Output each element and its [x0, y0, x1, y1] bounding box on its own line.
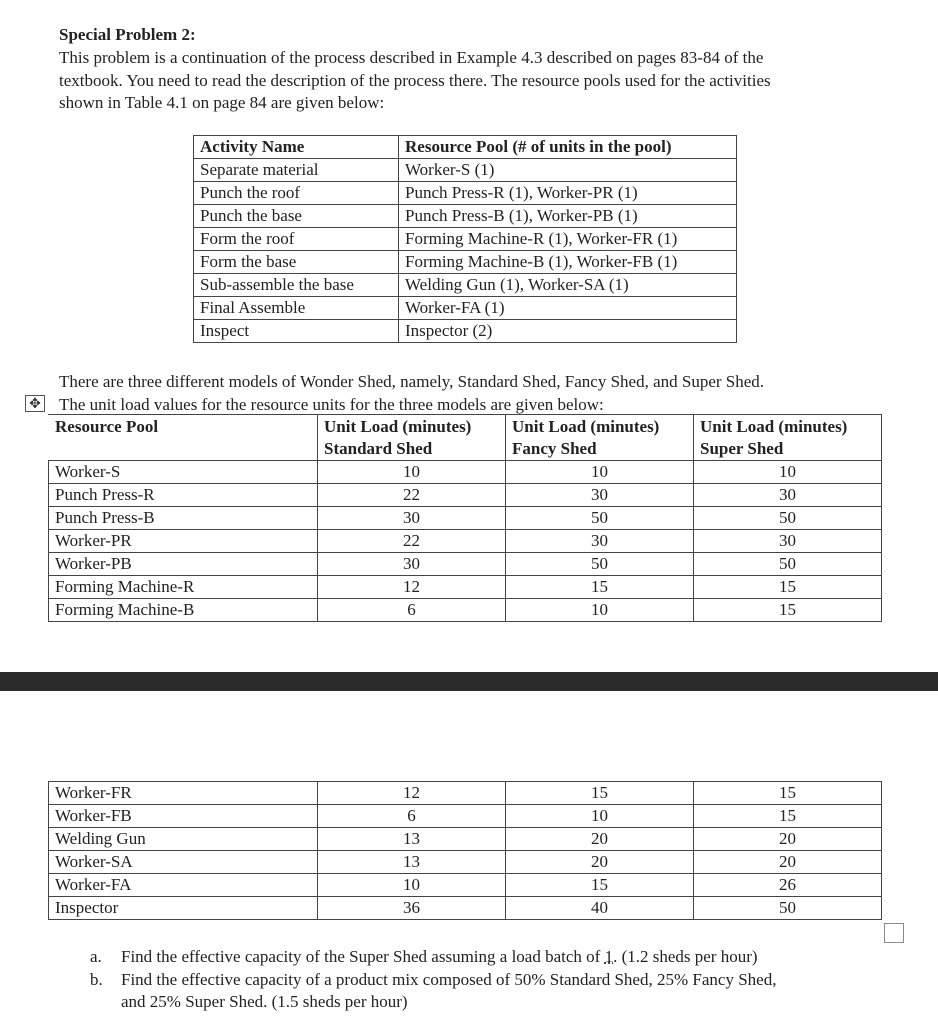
question-text: Find the effective capacity of a product mix composed of 50% Standard Shed, 25% Fancy Shed,: [121, 969, 777, 989]
activity-name-cell: Punch the roof: [194, 182, 399, 205]
intro-paragraph: [59, 47, 879, 115]
resource-name-cell: Worker-PR: [49, 530, 318, 553]
resource-pool-cell: Punch Press-R (1), Worker-PR (1): [399, 182, 737, 205]
unit-load-cell: 15: [694, 599, 882, 622]
resource-name-cell: Worker-S: [49, 461, 318, 484]
table-header-row: [194, 136, 737, 159]
unit-load-cell: 40: [506, 897, 694, 920]
resource-pool-cell: Welding Gun (1), Worker-SA (1): [399, 274, 737, 297]
table-row: [194, 297, 737, 320]
activity-name-cell: Sub-assemble the base: [194, 274, 399, 297]
models-paragraph: [59, 371, 764, 416]
unit-load-cell: 22: [318, 530, 506, 553]
table-row: [194, 320, 737, 343]
table-row: [194, 274, 737, 297]
table-row: [49, 851, 882, 874]
table-row: [194, 228, 737, 251]
list-item: [90, 946, 890, 969]
resource-pool-cell: Forming Machine-B (1), Worker-FB (1): [399, 251, 737, 274]
table-row: [49, 897, 882, 920]
activity-name-cell: Separate material: [194, 159, 399, 182]
question-text: and 25% Super Shed. (1.5 sheds per hour): [121, 992, 408, 1011]
resource-name-cell: Inspector: [49, 897, 318, 920]
unit-load-cell: 13: [318, 851, 506, 874]
unit-load-cell: 15: [694, 576, 882, 599]
resource-pool-cell: Forming Machine-R (1), Worker-FR (1): [399, 228, 737, 251]
unit-load-cell: 50: [506, 507, 694, 530]
unit-load-cell: 10: [318, 874, 506, 897]
table-row: [49, 874, 882, 897]
unit-load-cell: 50: [694, 897, 882, 920]
table-row: [49, 805, 882, 828]
unit-load-cell: 10: [318, 461, 506, 484]
unit-load-cell: 13: [318, 828, 506, 851]
activity-name-cell: Form the roof: [194, 228, 399, 251]
table-row: [194, 251, 737, 274]
unit-load-cell: 15: [694, 782, 882, 805]
unit-load-cell: 20: [694, 851, 882, 874]
unit-load-cell: 6: [318, 805, 506, 828]
unit-load-cell: 10: [506, 805, 694, 828]
activity-name-cell: Inspect: [194, 320, 399, 343]
resource-name-cell: Worker-SA: [49, 851, 318, 874]
table-row: [49, 828, 882, 851]
resource-pool-cell: Inspector (2): [399, 320, 737, 343]
unit-load-cell: 12: [318, 782, 506, 805]
models-line: There are three different models of Wonder Shed, namely, Standard Shed, Fancy Shed, and Super Shed.: [59, 372, 765, 391]
unit-load-cell: 30: [694, 530, 882, 553]
unit-load-cell: 30: [318, 553, 506, 576]
unit-load-cell: 15: [506, 576, 694, 599]
unit-load-cell: 22: [318, 484, 506, 507]
unit-load-cell: 30: [506, 484, 694, 507]
unit-load-cell: 10: [506, 461, 694, 484]
activity-name-cell: Punch the base: [194, 205, 399, 228]
table-row: [49, 507, 882, 530]
resource-name-cell: Forming Machine-R: [49, 576, 318, 599]
unit-load-cell: 50: [694, 553, 882, 576]
resource-name-cell: Punch Press-B: [49, 507, 318, 530]
unit-load-cell: 12: [318, 576, 506, 599]
unit-load-cell: 15: [506, 874, 694, 897]
header-standard-shed: Unit Load (minutes) Standard Shed: [318, 415, 506, 461]
checkbox-icon[interactable]: [884, 923, 904, 943]
unit-load-cell: 50: [506, 553, 694, 576]
unit-load-cell: 50: [694, 507, 882, 530]
activity-name-cell: Final Assemble: [194, 297, 399, 320]
unit-load-cell: 20: [506, 851, 694, 874]
intro-line: textbook. You need to read the description of the process there. The resource pools used for the activities: [59, 70, 771, 90]
unit-load-cell: 10: [506, 599, 694, 622]
resource-name-cell: Worker-FB: [49, 805, 318, 828]
question-text: Find the effective capacity of the Super Shed assuming a load batch of 1. (1.2 sheds per hour): [121, 947, 758, 966]
unit-load-cell: 30: [318, 507, 506, 530]
resource-name-cell: Punch Press-R: [49, 484, 318, 507]
header-resource-pool: Resource Pool: [49, 415, 318, 461]
table-row: [194, 205, 737, 228]
problem-title: Special Problem 2:: [59, 25, 196, 44]
question-list: [90, 946, 890, 1014]
unit-load-table: [48, 414, 882, 622]
unit-load-cell: 6: [318, 599, 506, 622]
resource-name-cell: Welding Gun: [49, 828, 318, 851]
intro-line: shown in Table 4.1 on page 84 are given below:: [59, 93, 385, 112]
page-break-divider: [0, 672, 938, 691]
table-row: [49, 782, 882, 805]
move-icon[interactable]: ✥: [25, 395, 45, 412]
unit-load-cell: 10: [694, 461, 882, 484]
models-line: The unit load values for the resource units for the three models are given below:: [59, 394, 604, 414]
resource-pool-cell: Punch Press-B (1), Worker-PB (1): [399, 205, 737, 228]
resource-name-cell: Worker-FR: [49, 782, 318, 805]
table-row: [49, 599, 882, 622]
resource-pool-cell: Worker-FA (1): [399, 297, 737, 320]
list-item: [90, 969, 890, 1014]
unit-load-cell: 20: [506, 828, 694, 851]
table-row: [49, 553, 882, 576]
list-marker: b.: [90, 969, 103, 989]
activity-resource-table: [193, 135, 737, 343]
table-row: [49, 461, 882, 484]
activity-name-cell: Form the base: [194, 251, 399, 274]
resource-name-cell: Forming Machine-B: [49, 599, 318, 622]
table-row: [49, 484, 882, 507]
resource-name-cell: Worker-PB: [49, 553, 318, 576]
table-row: [49, 530, 882, 553]
table-row: [194, 182, 737, 205]
unit-load-cell: 15: [506, 782, 694, 805]
unit-load-cell: 15: [694, 805, 882, 828]
resource-pool-cell: Worker-S (1): [399, 159, 737, 182]
unit-load-cell: 26: [694, 874, 882, 897]
header-super-shed: Unit Load (minutes) Super Shed: [694, 415, 882, 461]
resource-name-cell: Worker-FA: [49, 874, 318, 897]
table-row: [49, 576, 882, 599]
header-activity-name: Activity Name: [194, 136, 399, 159]
header-resource-pool: Resource Pool (# of units in the pool): [399, 136, 737, 159]
unit-load-cell: 30: [694, 484, 882, 507]
unit-load-cell: 30: [506, 530, 694, 553]
table-row: [194, 159, 737, 182]
intro-line: This problem is a continuation of the process described in Example 4.3 described on pages 83-84 of the: [59, 48, 764, 67]
table-header-row: [49, 415, 882, 461]
unit-load-table-continued: [48, 781, 882, 920]
unit-load-cell: 36: [318, 897, 506, 920]
unit-load-cell: 20: [694, 828, 882, 851]
header-fancy-shed: Unit Load (minutes) Fancy Shed: [506, 415, 694, 461]
list-marker: a.: [90, 947, 102, 966]
